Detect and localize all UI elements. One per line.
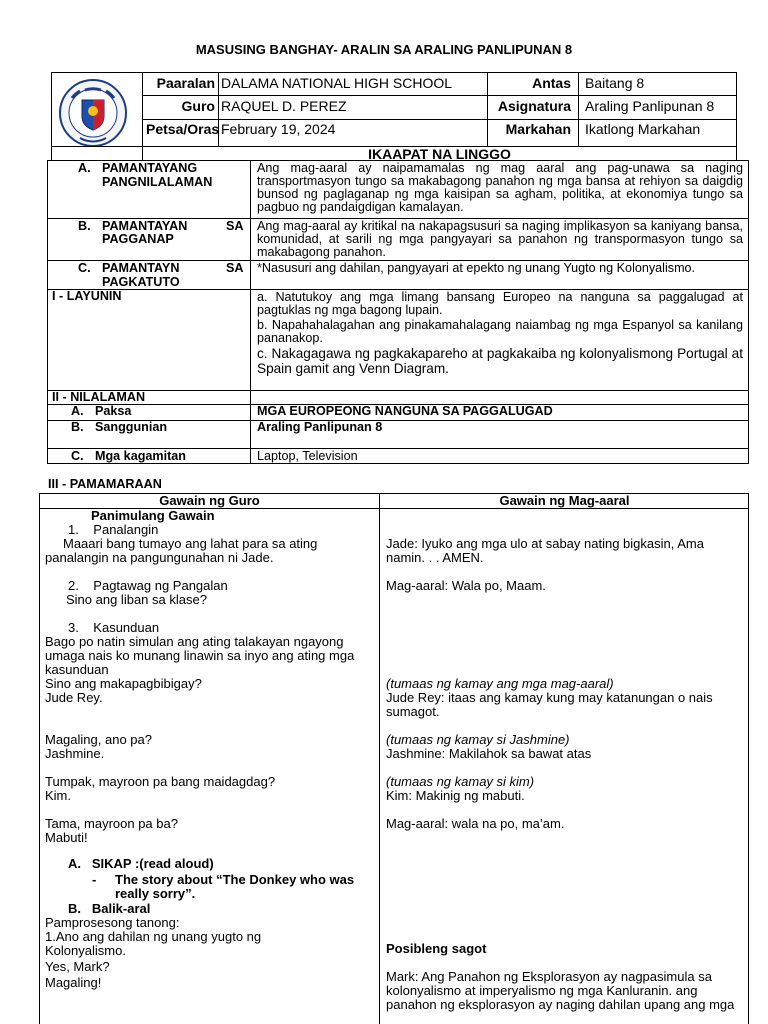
standard-a-label-2: PANGNILALAMAN (102, 175, 213, 189)
standard-c-label-1: PAMANTAYN (102, 261, 180, 275)
standard-b-letter: B. (78, 219, 91, 233)
balik-aral-heading: B. Balik-aral (68, 901, 151, 916)
sanggunian-value: Araling Panlipunan 8 (257, 420, 383, 434)
paaralan-label: Paaralan (156, 75, 215, 91)
col-header-guro: Gawain ng Guro (159, 493, 260, 508)
week-label: IKAAPAT NA LINGGO (368, 146, 511, 162)
sikap-heading: A. SIKAP :(read aloud) (68, 856, 214, 871)
teacher-line: Kolonyalismo. (45, 943, 126, 958)
standard-a-label-1: PAMANTAYANG (102, 161, 198, 175)
teacher-line: Bago po natin simulan ang ating talakayan ngayong (45, 634, 344, 649)
student-line: kolonyalismo at imperyalismo ng mga Kanluranin. ang (386, 983, 698, 998)
student-line: (tumaas ng kamay si kim) (386, 774, 535, 789)
layunin-b: b. Napahahalagahan ang pinakamahalagang naiambag ng mga Espanyol sa kanilang pananakop. (257, 318, 743, 345)
teacher-line: Tumpak, mayroon pa bang maidagdag? (45, 774, 276, 789)
teacher-line: umaga nais ko munang linawin sa inyo ang ating mga (45, 648, 355, 663)
student-line: (tumaas ng kamay ang mga mag-aaral) (386, 676, 614, 691)
teacher-line: kasunduan (45, 662, 109, 677)
paksa-letter: A. (71, 404, 84, 418)
teacher-line: Magaling! (45, 975, 102, 990)
student-line: Mark: Ang Panahon ng Eksplorasyon ay nagpasimula sa (386, 969, 712, 984)
standard-c-label-sa: SA (226, 261, 244, 275)
paaralan-value: DALAMA NATIONAL HIGH SCHOOL (221, 75, 453, 91)
posibleng-sagot-heading: Posibleng sagot (386, 941, 487, 956)
col-header-magaaral: Gawain ng Mag-aaral (499, 493, 630, 508)
teacher-line: panalangin na pangungunahan ni Jade. (45, 550, 274, 565)
story-dash: - (92, 872, 97, 887)
standard-b-text: Ang mag-aaral ay kritikal na nakapagsusuri sa naging implikasyon sa kaniyang bansa, komunidad, at sarili ng mga pangyayari sa panahon ng transpormasyon tungo sa makabagong panahon. (257, 219, 743, 259)
document-title: MASUSING BANGHAY- ARALIN SA ARALING PANLIPUNAN 8 (195, 42, 573, 57)
kasunduan-item: 3. Kasunduan (68, 620, 160, 635)
teacher-line: Magaling, ano pa? (45, 732, 152, 747)
student-line: namin. . . AMEN. (386, 550, 484, 565)
teacher-line: Sino ang liban sa klase? (66, 592, 207, 607)
asignatura-label: Asignatura (497, 98, 571, 114)
teacher-line: Yes, Mark? (45, 959, 110, 974)
teacher-line: 1.Ano ang dahilan ng unang yugto ng (45, 929, 262, 944)
guro-value: RAQUEL D. PEREZ (221, 98, 347, 114)
student-line: Jude Rey: itaas ang kamay kung may katanungan o nais (386, 690, 713, 705)
teacher-line: Sino ang makapagbibigay? (45, 676, 202, 691)
layunin-c: c. Nakagagawa ng pagkakapareho at pagkakaiba ng kolonyalismong Portugal at Spain gamit ang Venn Diagram. (257, 346, 743, 376)
teacher-line: Pamprosesong tanong: (45, 915, 180, 930)
asignatura-value: Araling Panlipunan 8 (585, 98, 715, 114)
deped-seal-icon (58, 78, 128, 148)
paksa-label: Paksa (95, 404, 132, 418)
standard-b-label-2: PAGGANAP (102, 232, 174, 246)
story-title: really sorry”. (115, 886, 196, 901)
kagamitan-value: Laptop, Television (257, 449, 358, 463)
teacher-line: Jude Rey. (45, 690, 103, 705)
lesson-plan-table (47, 160, 749, 464)
standard-a-text: Ang mag-aaral ay naipamamalas ng mag aaral ang pag-unawa sa naging transportmasyon tungo sa makabagong panahon ng mga bansa at rehiyon sa daigdig bunsod ng paglaganap ng mga kaisipan sa agham, politika, at ekonomiya tungo sa pagbuo ng pandaigdigan kamalayan. (257, 161, 743, 214)
antas-label: Antas (532, 75, 571, 91)
teacher-line: Kim. (45, 788, 71, 803)
sanggunian-letter: B. (71, 420, 84, 434)
pagtawag-item: 2. Pagtawag ng Pangalan (68, 578, 228, 593)
student-line: Jashmine: Makilahok sa bawat atas (386, 746, 592, 761)
student-line: sumagot. (386, 704, 440, 719)
student-line: Mag-aaral: Wala po, Maam. (386, 578, 546, 593)
petsa-label: Petsa/Oras (146, 121, 220, 137)
standard-a-letter: A. (78, 161, 91, 175)
student-line: (tumaas ng kamay si Jashmine) (386, 732, 570, 747)
student-line: panahon ng eksplorasyon ay naging dahilan upang ang mga (386, 997, 735, 1012)
antas-value: Baitang 8 (585, 75, 645, 91)
student-line: Mag-aaral: wala na po, ma’am. (386, 816, 565, 831)
standard-b-label-1: PAMANTAYAN (102, 219, 188, 233)
panimula-heading: Panimulang Gawain (91, 508, 215, 523)
student-line: Kim: Makinig ng mabuti. (386, 788, 525, 803)
markahan-label: Markahan (505, 121, 571, 137)
standard-c-label-2: PAGKATUTO (102, 275, 180, 289)
story-title: The story about “The Donkey who was (115, 872, 355, 887)
standard-c-text: *Nasusuri ang dahilan, pangyayari at epekto ng unang Yugto ng Kolonyalismo. (257, 261, 696, 275)
pamamaraan-label: III - PAMAMARAAN (48, 477, 162, 491)
guro-label: Guro (181, 98, 215, 114)
layunin-a: a. Natutukoy ang mga limang bansang Europeo na nanguna sa paggalugad at pagtuklas ng mga bagong lupain. (257, 290, 743, 317)
panalangin-item: 1. Panalangin (68, 522, 159, 537)
teacher-line: Tama, mayroon pa ba? (45, 816, 178, 831)
standard-c-letter: C. (78, 261, 91, 275)
nilalaman-label: II - NILALAMAN (52, 390, 146, 404)
standard-b-label-sa: SA (226, 219, 244, 233)
teacher-line: Mabuti! (45, 830, 88, 845)
kagamitan-letter: C. (71, 449, 84, 463)
petsa-value: February 19, 2024 (221, 121, 336, 137)
paksa-value: MGA EUROPEONG NANGUNA SA PAGGALUGAD (257, 404, 553, 418)
kagamitan-label: Mga kagamitan (95, 449, 186, 463)
layunin-label: I - LAYUNIN (52, 289, 122, 303)
header-table (51, 72, 737, 161)
activity-table (39, 493, 749, 1024)
markahan-value: Ikatlong Markahan (585, 121, 701, 137)
teacher-line: Jashmine. (45, 746, 105, 761)
student-line: Jade: Iyuko ang mga ulo at sabay nating bigkasin, Ama (386, 536, 704, 551)
sanggunian-label: Sanggunian (95, 420, 168, 434)
teacher-line: Maaari bang tumayo ang lahat para sa ating (63, 536, 318, 551)
